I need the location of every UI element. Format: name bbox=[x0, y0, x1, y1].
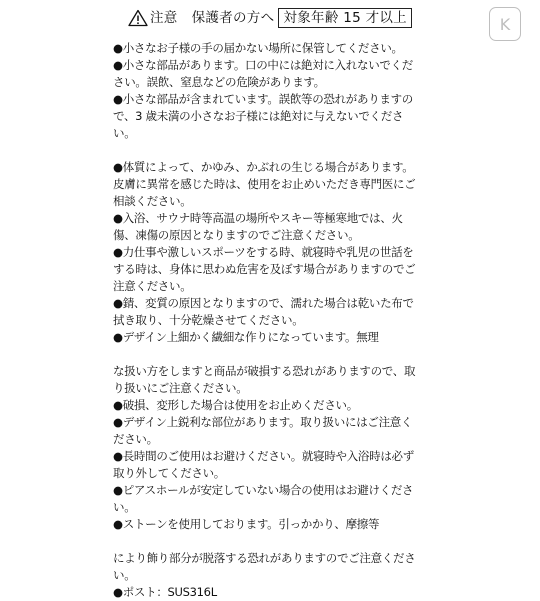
caution-item: ●小さなお子様の手の届かない場所に保管してください。 bbox=[113, 41, 403, 55]
text-block bbox=[113, 159, 423, 346]
guardian-label: 保護者の方へ bbox=[191, 10, 275, 26]
text-block bbox=[113, 40, 423, 142]
caution-label: 注意 bbox=[150, 10, 178, 26]
caution-item: ●力仕事や激しいスポーツをする時、就寝時や乳児の世話をする時は、身体に思わぬ危害を及ぼす場合がありますのでご注意ください。 bbox=[113, 245, 416, 293]
caution-item: ●ストーンを使用しております。引っかかり、摩擦等 bbox=[113, 517, 380, 531]
caution-item: ●破損、変形した場合は使用をお止めください。 bbox=[113, 398, 358, 412]
caution-item: ●小さな部品があります。口の中には絶対に入れないでください。誤飲、窒息などの危険があります。 bbox=[113, 58, 414, 89]
caution-item: な扱い方をしますと商品が破損する恐れがありますので、取り扱いにご注意ください。 bbox=[113, 364, 416, 395]
caution-item: ●長時間のご使用はお避けください。就寝時や入浴時は必ず取り外してください。 bbox=[113, 449, 414, 480]
material-item: ●ポスト：SUS316L bbox=[113, 585, 217, 599]
target-age-badge: 対象年齢 15 才以上 bbox=[278, 8, 412, 28]
text-block bbox=[113, 550, 423, 601]
caution-item: ●入浴、サウナ時等高温の場所やスキー等極寒地では、火傷、凍傷の原因となりますのでご注意ください。 bbox=[113, 211, 403, 242]
caution-header bbox=[0, 5, 540, 31]
caution-text bbox=[113, 40, 423, 601]
logo-letter: K bbox=[499, 14, 511, 34]
caution-item: ●体質によって、かゆみ、かぶれの生じる場合があります。皮膚に異常を感じた時は、使用をお止めいただき専門医にご相談ください。 bbox=[113, 160, 416, 208]
brand-logo bbox=[489, 7, 521, 41]
caution-item: により飾り部分が脱落する恐れがありますのでご注意ください。 bbox=[113, 551, 416, 582]
warning-triangle-icon bbox=[128, 9, 148, 27]
caution-item: ●デザイン上細かく繊細な作りになっています。無理 bbox=[113, 330, 379, 344]
caution-item: ●ピアスホールが安定していない場合の使用はお避けください。 bbox=[113, 483, 414, 514]
caution-item: ●デザイン上鋭利な部位があります。取り扱いにはご注意ください。 bbox=[113, 415, 413, 446]
text-block bbox=[113, 363, 423, 533]
caution-item: ●小さな部品が含まれています。誤飲等の恐れがありますので、3 歳未満の小さなお子様には絶対に与えないでください。 bbox=[113, 92, 414, 140]
caution-item: ●錆、変質の原因となりますので、濡れた場合は乾いた布で拭き取り、十分乾燥させてください。 bbox=[113, 296, 414, 327]
